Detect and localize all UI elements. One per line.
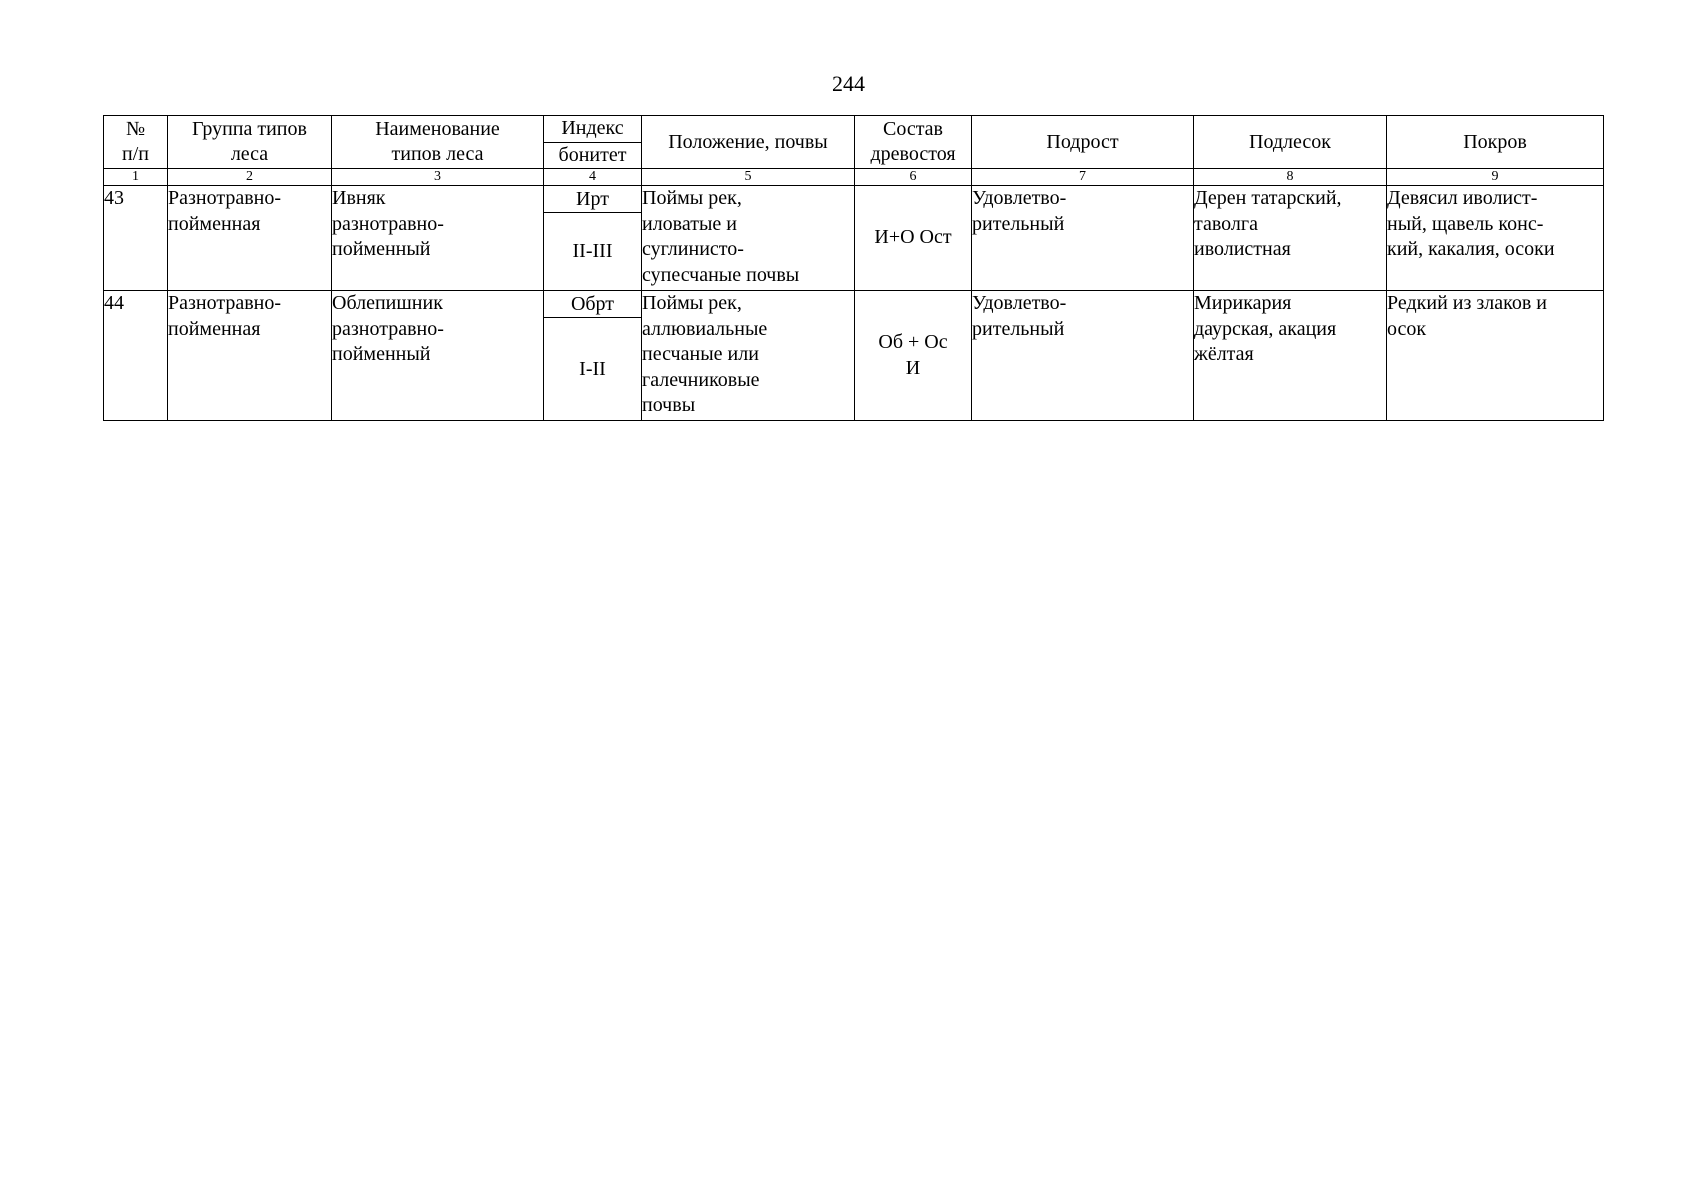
row-underbrush: Мирикария даурская, акация жёлтая: [1194, 291, 1387, 421]
row-index-cell: [544, 291, 642, 421]
row-cover: Редкий из злаков и осок: [1387, 291, 1604, 421]
header-underbrush: Подлесок: [1194, 116, 1387, 169]
table-row: [104, 291, 1604, 421]
header-bonitet-label: бонитет: [558, 144, 627, 166]
column-number: 9: [1387, 169, 1604, 186]
page-number: 244: [832, 71, 865, 96]
row-undergrowth: Удовлетво- рительный: [972, 186, 1194, 291]
row-composition: Об + Ос И: [855, 291, 972, 421]
row-num: 43: [104, 186, 168, 291]
header-num: № п/п: [104, 116, 168, 169]
header-index-label: Индекс: [544, 116, 641, 143]
header-composition: Состав древостоя: [855, 116, 972, 169]
header-name: Наименование типов леса: [332, 116, 544, 169]
row-position: Поймы рек, иловатые и суглинисто- супесчаные почвы: [642, 186, 855, 291]
row-bonitet: II-III: [572, 240, 613, 262]
row-bonitet: I-II: [579, 357, 606, 380]
column-number: 1: [104, 169, 168, 186]
column-number: 2: [168, 169, 332, 186]
row-undergrowth: Удовлетво- рительный: [972, 291, 1194, 421]
header-index: [544, 116, 642, 169]
row-name: Ивняк разнотравно- пойменный: [332, 186, 544, 291]
row-index: Ирт: [544, 186, 641, 213]
row-group: Разнотравно- пойменная: [168, 291, 332, 421]
column-number-row: [104, 169, 1604, 186]
column-number: 7: [972, 169, 1194, 186]
header-group: Группа типов леса: [168, 116, 332, 169]
row-index: Обрт: [544, 291, 641, 318]
header-position: Положение, почвы: [642, 116, 855, 169]
row-name: Облепишник разнотравно- пойменный: [332, 291, 544, 421]
header-cover: Покров: [1387, 116, 1604, 169]
column-number: 6: [855, 169, 972, 186]
column-number: 3: [332, 169, 544, 186]
row-composition: И+О Ост: [855, 186, 972, 291]
row-cover: Девясил иволист- ный, щавель конс- кий, какалия, осоки: [1387, 186, 1604, 291]
row-underbrush: Дерен татарский, таволга иволистная: [1194, 186, 1387, 291]
row-num: 44: [104, 291, 168, 421]
column-number: 4: [544, 169, 642, 186]
column-number: 8: [1194, 169, 1387, 186]
table-row: [104, 186, 1604, 291]
header-row: [104, 116, 1604, 169]
row-position: Поймы рек, аллювиальные песчаные или галечниковые почвы: [642, 291, 855, 421]
forest-types-table: [103, 115, 1604, 421]
row-index-cell: [544, 186, 642, 291]
row-group: Разнотравно- пойменная: [168, 186, 332, 291]
column-number: 5: [642, 169, 855, 186]
header-undergrowth: Подрост: [972, 116, 1194, 169]
